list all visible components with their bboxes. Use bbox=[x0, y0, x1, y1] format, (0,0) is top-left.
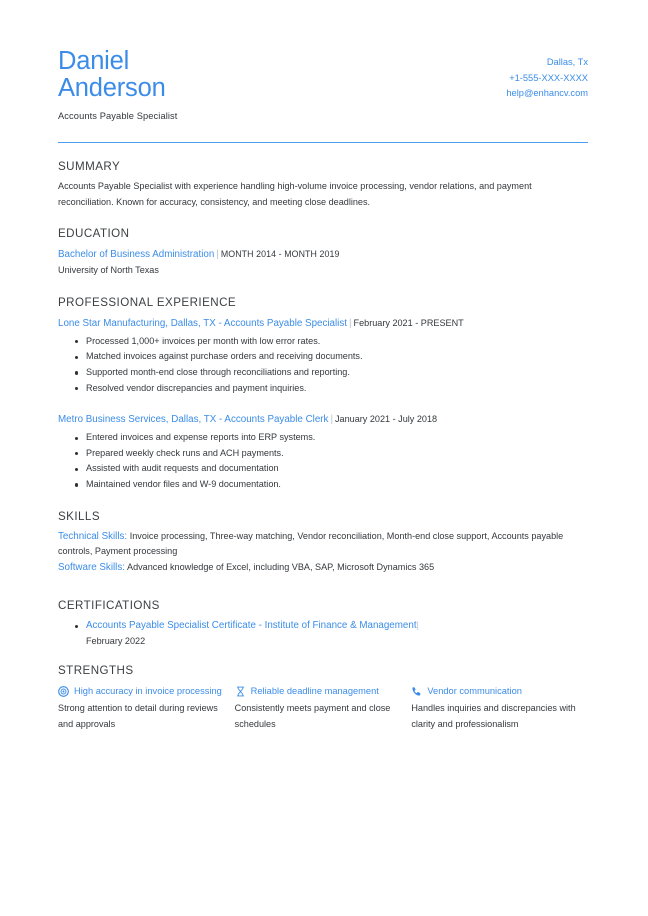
strengths-heading: STRENGTHS bbox=[58, 664, 134, 678]
contact-block bbox=[506, 46, 588, 102]
contact-phone[interactable]: +1-555-XXX-XXXX bbox=[509, 72, 588, 83]
list-item: Entered invoices and expense reports into ERP systems. bbox=[86, 430, 588, 446]
certification-separator: | bbox=[416, 620, 419, 631]
skill-value: Invoice processing, Three-way matching, Vendor reconciliation, Month-end close support, Accounts payable controls, Payment processing bbox=[58, 530, 564, 557]
section-education bbox=[58, 227, 588, 279]
certification-date: February 2022 bbox=[86, 636, 146, 647]
hourglass-icon bbox=[235, 686, 246, 697]
section-certifications bbox=[58, 599, 588, 650]
phone-icon bbox=[411, 686, 422, 697]
experience-entry bbox=[58, 315, 588, 396]
contact-location: Dallas, Tx bbox=[546, 57, 588, 67]
certification-name: Accounts Payable Specialist Certificate - Institute of Finance & Management bbox=[86, 620, 417, 632]
skill-group bbox=[58, 529, 588, 560]
experience-bullet-list bbox=[58, 334, 588, 396]
experience-role: Metro Business Services, Dallas, TX - Accounts Payable Clerk bbox=[58, 414, 329, 426]
contact-email[interactable]: help@enhancv.com bbox=[506, 88, 588, 98]
strength-heading-text: High accuracy in invoice processing bbox=[74, 686, 222, 697]
skill-label: Technical Skills: bbox=[58, 530, 128, 542]
target-icon bbox=[58, 686, 69, 697]
education-separator: | bbox=[216, 249, 219, 261]
education-school: University of North Texas bbox=[58, 265, 159, 276]
section-summary bbox=[58, 160, 588, 210]
first-name: Daniel bbox=[58, 47, 130, 75]
strength-description: Handles inquiries and discrepancies with clarity and professionalism bbox=[411, 703, 576, 729]
list-item: Assisted with audit requests and documentation bbox=[86, 461, 588, 477]
list-item: Matched invoices against purchase orders and receiving documents. bbox=[86, 349, 588, 365]
list-item: Supported month-end close through reconciliations and reporting. bbox=[86, 365, 588, 381]
list-item: Maintained vendor files and W-9 documentation. bbox=[86, 477, 588, 493]
experience-entry-header bbox=[58, 315, 588, 332]
education-entry bbox=[58, 246, 588, 263]
experience-bullet-list bbox=[58, 430, 588, 492]
list-item: Prepared weekly check runs and ACH payments. bbox=[86, 446, 588, 462]
strengths-grid bbox=[58, 683, 588, 732]
strength-header bbox=[235, 683, 404, 699]
strength-item bbox=[411, 683, 588, 732]
education-dates: MONTH 2014 - MONTH 2019 bbox=[220, 249, 340, 260]
summary-heading: SUMMARY bbox=[58, 160, 121, 174]
skill-value: Advanced knowledge of Excel, including VBA, SAP, Microsoft Dynamics 365 bbox=[127, 561, 435, 572]
experience-dates: February 2021 - PRESENT bbox=[353, 317, 464, 328]
education-degree: Bachelor of Business Administration bbox=[58, 249, 215, 261]
strength-description: Consistently meets payment and close schedules bbox=[234, 703, 391, 729]
strength-heading-text: Vendor communication bbox=[427, 686, 522, 697]
strength-description: Strong attention to detail during reviews and approvals bbox=[58, 703, 218, 729]
summary-text: Accounts Payable Specialist with experience handling high-volume invoice processing, vendor relations, and payment reconciliation. Known for accuracy, consistency, and meeting close deadlines. bbox=[58, 181, 532, 207]
list-item: Resolved vendor discrepancies and payment inquiries. bbox=[86, 381, 588, 397]
experience-separator: | bbox=[330, 414, 333, 426]
list-item bbox=[86, 618, 588, 650]
header-divider bbox=[58, 142, 588, 143]
strength-header bbox=[411, 683, 580, 699]
strength-item bbox=[235, 683, 412, 732]
resume-header bbox=[58, 46, 588, 121]
experience-role: Lone Star Manufacturing, Dallas, TX - Accounts Payable Specialist bbox=[58, 317, 347, 329]
experience-entry-header bbox=[58, 411, 588, 428]
certification-list bbox=[58, 618, 588, 650]
skill-group bbox=[58, 560, 588, 576]
section-experience bbox=[58, 296, 588, 493]
section-skills bbox=[58, 510, 588, 576]
skills-heading: SKILLS bbox=[58, 509, 101, 523]
last-name: Anderson bbox=[58, 74, 166, 102]
education-heading: EDUCATION bbox=[58, 227, 130, 241]
strength-item bbox=[58, 683, 235, 732]
experience-separator: | bbox=[348, 317, 352, 329]
job-title: Accounts Payable Specialist bbox=[58, 111, 178, 121]
strength-heading-text: Reliable deadline management bbox=[250, 686, 379, 697]
skill-label: Software Skills: bbox=[58, 561, 125, 573]
name-block bbox=[58, 46, 178, 121]
experience-entry bbox=[58, 411, 588, 492]
experience-heading: PROFESSIONAL EXPERIENCE bbox=[58, 295, 237, 309]
section-strengths bbox=[58, 664, 588, 732]
strength-header bbox=[58, 683, 227, 699]
certifications-heading: CERTIFICATIONS bbox=[58, 599, 160, 613]
experience-dates: January 2021 - July 2018 bbox=[334, 414, 438, 425]
list-item: Processed 1,000+ invoices per month with low error rates. bbox=[86, 334, 588, 350]
